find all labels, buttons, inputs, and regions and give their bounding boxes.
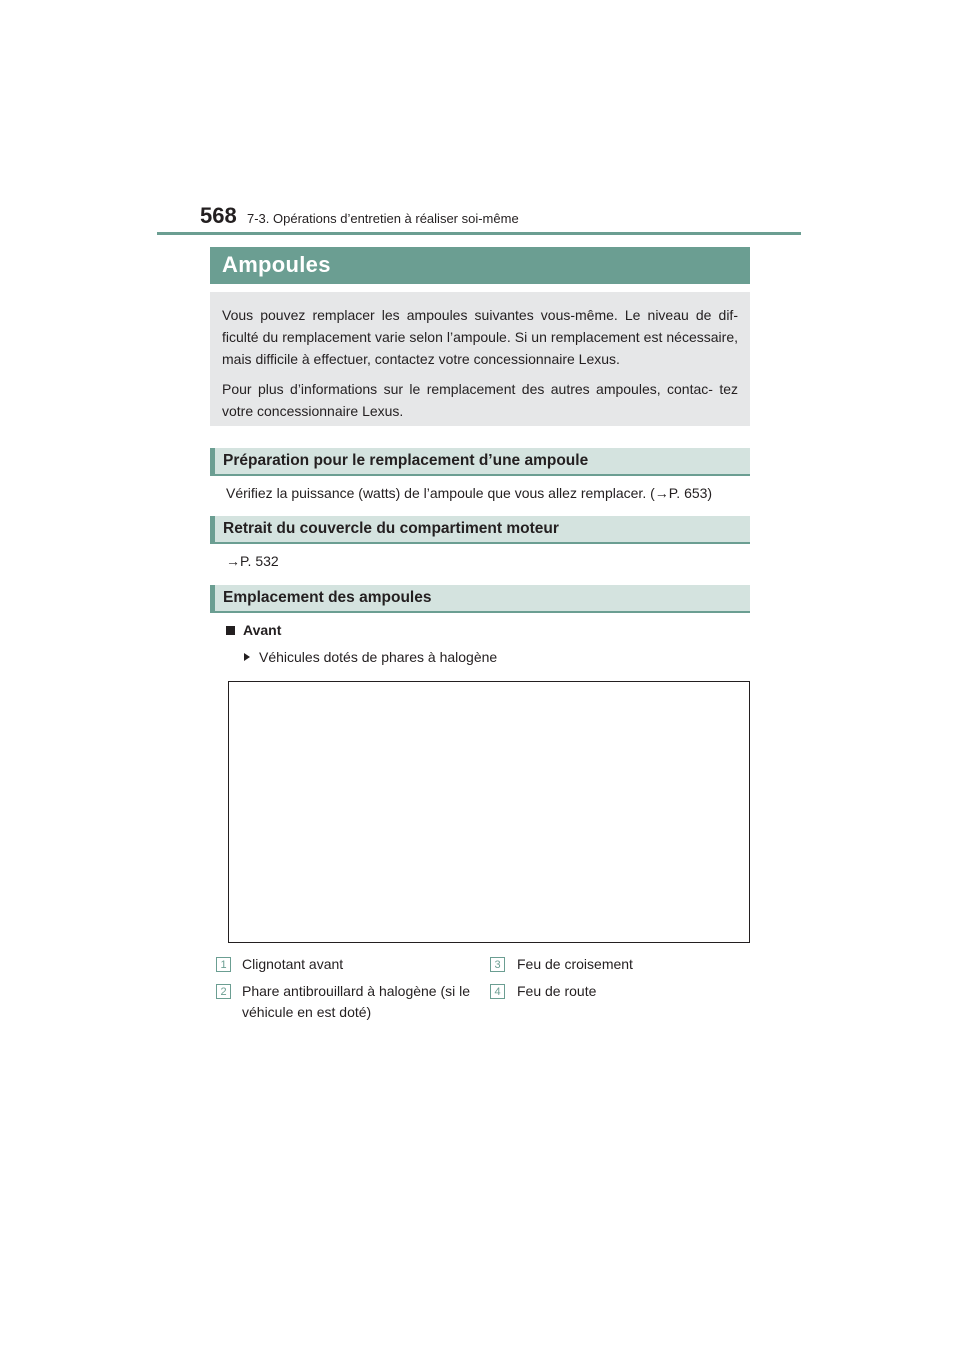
- front-label-row: [226, 622, 281, 638]
- front-label: Avant: [243, 622, 282, 638]
- intro-box: [210, 292, 750, 426]
- subheading-bulb-location-label: Emplacement des ampoules: [223, 589, 432, 606]
- triangle-bullet-icon: [244, 653, 250, 661]
- intro-paragraph-2: Pour plus d’informations sur le remplacement des autres ampoules, contac- tez votre concessionnaire Lexus.: [222, 381, 738, 419]
- subheading-cover-removal-label: Retrait du couvercle du compartiment moteur: [223, 520, 559, 537]
- page-title-band: [210, 247, 750, 284]
- subheading-cover-removal: [210, 516, 750, 544]
- subheading-preparation-label: Préparation pour le remplacement d’une ampoule: [223, 452, 589, 469]
- page-number: 568: [200, 203, 237, 228]
- intro-paragraph-1: Vous pouvez remplacer les ampoules suivantes vous-même. Le niveau de dif- ficulté du remplacement varie selon l’ampoule. Si un remplacement est nécessaire, mais difficile à effectuer, contactez votre concessionnaire Lexus.: [222, 307, 738, 367]
- legend-text-1: Clignotant avant: [242, 956, 344, 972]
- legend-number-1: 1: [216, 957, 231, 972]
- subheading-bulb-location: [210, 585, 750, 613]
- legend-text-4: Feu de route: [517, 983, 597, 999]
- legend-number-4: 4: [490, 984, 505, 999]
- header-rule: [157, 232, 801, 235]
- cover-removal-reference: →P. 532: [226, 553, 279, 569]
- bulb-location-figure: [228, 681, 750, 943]
- legend-text-3: Feu de croisement: [517, 956, 633, 972]
- subheading-accent-bar: [210, 585, 215, 611]
- legend-number-3: 3: [490, 957, 505, 972]
- square-bullet-icon: [226, 626, 235, 635]
- subheading-accent-bar: [210, 516, 215, 542]
- chapter-section-title: 7-3. Opérations d’entretien à réaliser soi-même: [247, 211, 519, 226]
- legend-text-2: Phare antibrouillard à halogène (si le véhicule en est doté): [242, 983, 471, 1020]
- preparation-text: Vérifiez la puissance (watts) de l’ampoule que vous allez remplacer. (→P. 653): [226, 485, 713, 501]
- vehicle-type-row: [244, 649, 497, 665]
- subheading-accent-bar: [210, 448, 215, 474]
- legend-number-2: 2: [216, 984, 231, 999]
- subheading-preparation: [210, 448, 750, 476]
- page-title: Ampoules: [222, 252, 331, 277]
- vehicle-type-label: Véhicules dotés de phares à halogène: [259, 649, 498, 665]
